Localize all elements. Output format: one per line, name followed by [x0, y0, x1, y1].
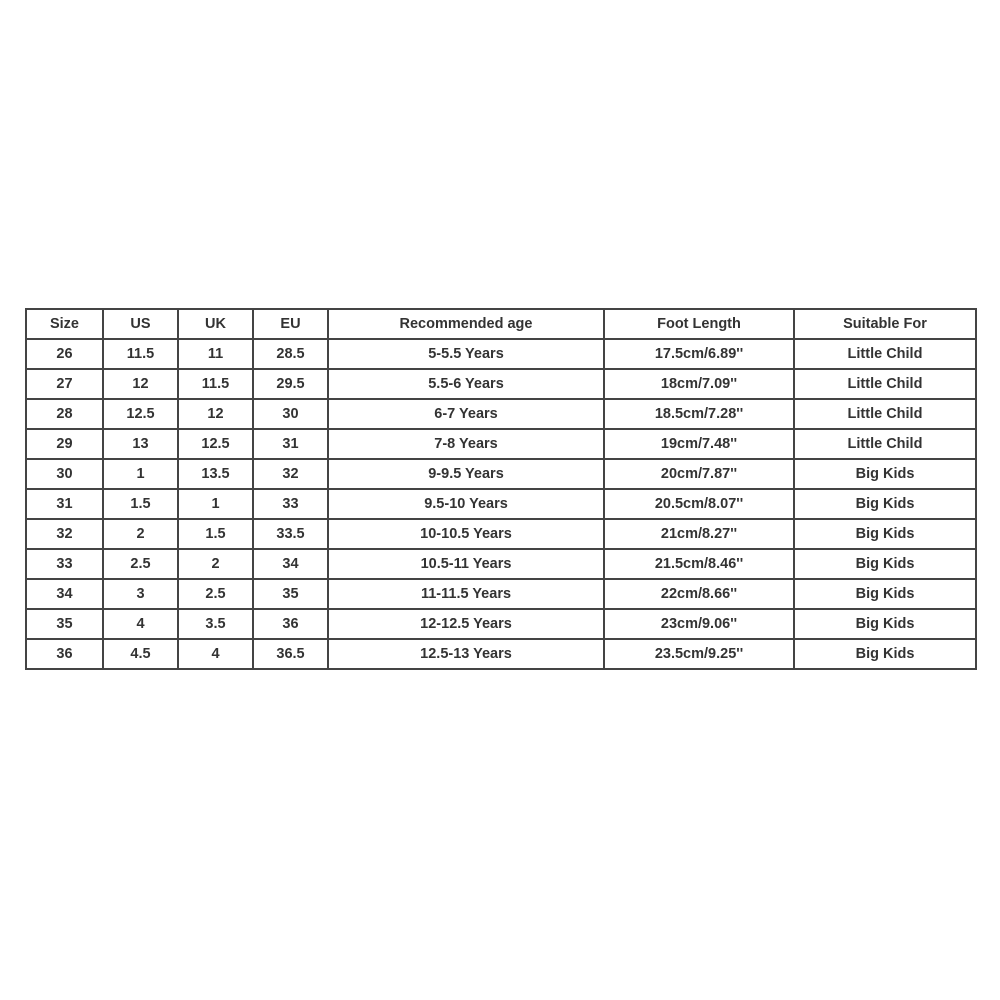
- table-row: [26, 519, 976, 549]
- cell-size: 27: [26, 369, 103, 399]
- cell-eu: 28.5: [253, 339, 328, 369]
- table-row: [26, 429, 976, 459]
- table-row: [26, 639, 976, 669]
- cell-foot-length: 18cm/7.09'': [604, 369, 794, 399]
- cell-us: 11.5: [103, 339, 178, 369]
- cell-recommended-age: 11-11.5 Years: [328, 579, 604, 609]
- cell-foot-length: 18.5cm/7.28'': [604, 399, 794, 429]
- cell-suitable-for: Little Child: [794, 399, 976, 429]
- table-row: [26, 579, 976, 609]
- cell-us: 4: [103, 609, 178, 639]
- cell-suitable-for: Big Kids: [794, 519, 976, 549]
- cell-recommended-age: 5.5-6 Years: [328, 369, 604, 399]
- cell-eu: 36: [253, 609, 328, 639]
- header-eu: EU: [253, 309, 328, 339]
- cell-suitable-for: Little Child: [794, 369, 976, 399]
- cell-recommended-age: 7-8 Years: [328, 429, 604, 459]
- cell-suitable-for: Little Child: [794, 339, 976, 369]
- table-row: [26, 399, 976, 429]
- cell-eu: 33: [253, 489, 328, 519]
- header-suitable-for: Suitable For: [794, 309, 976, 339]
- cell-us: 3: [103, 579, 178, 609]
- cell-foot-length: 23.5cm/9.25'': [604, 639, 794, 669]
- cell-size: 33: [26, 549, 103, 579]
- cell-eu: 35: [253, 579, 328, 609]
- cell-foot-length: 22cm/8.66'': [604, 579, 794, 609]
- table-row: [26, 609, 976, 639]
- cell-eu: 32: [253, 459, 328, 489]
- table-row: [26, 369, 976, 399]
- cell-recommended-age: 12-12.5 Years: [328, 609, 604, 639]
- cell-recommended-age: 6-7 Years: [328, 399, 604, 429]
- table-row: [26, 549, 976, 579]
- cell-foot-length: 21cm/8.27'': [604, 519, 794, 549]
- cell-eu: 30: [253, 399, 328, 429]
- cell-uk: 1.5: [178, 519, 253, 549]
- cell-suitable-for: Big Kids: [794, 609, 976, 639]
- cell-suitable-for: Little Child: [794, 429, 976, 459]
- header-us: US: [103, 309, 178, 339]
- cell-uk: 4: [178, 639, 253, 669]
- cell-uk: 3.5: [178, 609, 253, 639]
- cell-foot-length: 20.5cm/8.07'': [604, 489, 794, 519]
- cell-us: 13: [103, 429, 178, 459]
- cell-recommended-age: 10.5-11 Years: [328, 549, 604, 579]
- cell-recommended-age: 9-9.5 Years: [328, 459, 604, 489]
- cell-size: 26: [26, 339, 103, 369]
- cell-us: 1: [103, 459, 178, 489]
- header-foot-length: Foot Length: [604, 309, 794, 339]
- cell-recommended-age: 12.5-13 Years: [328, 639, 604, 669]
- cell-uk: 12.5: [178, 429, 253, 459]
- header-row: [26, 309, 976, 339]
- cell-us: 2.5: [103, 549, 178, 579]
- cell-uk: 12: [178, 399, 253, 429]
- cell-eu: 29.5: [253, 369, 328, 399]
- cell-us: 2: [103, 519, 178, 549]
- cell-size: 29: [26, 429, 103, 459]
- cell-suitable-for: Big Kids: [794, 459, 976, 489]
- cell-uk: 2.5: [178, 579, 253, 609]
- cell-recommended-age: 9.5-10 Years: [328, 489, 604, 519]
- header-recommended-age: Recommended age: [328, 309, 604, 339]
- cell-foot-length: 20cm/7.87'': [604, 459, 794, 489]
- size-chart-table: [25, 308, 977, 670]
- cell-size: 32: [26, 519, 103, 549]
- cell-size: 28: [26, 399, 103, 429]
- cell-suitable-for: Big Kids: [794, 579, 976, 609]
- cell-size: 34: [26, 579, 103, 609]
- cell-foot-length: 21.5cm/8.46'': [604, 549, 794, 579]
- cell-us: 12.5: [103, 399, 178, 429]
- header-size: Size: [26, 309, 103, 339]
- table-row: [26, 459, 976, 489]
- table-row: [26, 489, 976, 519]
- cell-suitable-for: Big Kids: [794, 549, 976, 579]
- cell-uk: 1: [178, 489, 253, 519]
- cell-eu: 33.5: [253, 519, 328, 549]
- cell-size: 36: [26, 639, 103, 669]
- cell-us: 1.5: [103, 489, 178, 519]
- cell-uk: 11: [178, 339, 253, 369]
- cell-uk: 11.5: [178, 369, 253, 399]
- cell-size: 30: [26, 459, 103, 489]
- cell-uk: 13.5: [178, 459, 253, 489]
- cell-recommended-age: 10-10.5 Years: [328, 519, 604, 549]
- cell-recommended-age: 5-5.5 Years: [328, 339, 604, 369]
- cell-suitable-for: Big Kids: [794, 639, 976, 669]
- cell-uk: 2: [178, 549, 253, 579]
- table-row: [26, 339, 976, 369]
- cell-size: 31: [26, 489, 103, 519]
- cell-us: 4.5: [103, 639, 178, 669]
- cell-suitable-for: Big Kids: [794, 489, 976, 519]
- cell-eu: 31: [253, 429, 328, 459]
- header-uk: UK: [178, 309, 253, 339]
- cell-eu: 34: [253, 549, 328, 579]
- cell-eu: 36.5: [253, 639, 328, 669]
- cell-foot-length: 19cm/7.48'': [604, 429, 794, 459]
- cell-us: 12: [103, 369, 178, 399]
- cell-size: 35: [26, 609, 103, 639]
- cell-foot-length: 23cm/9.06'': [604, 609, 794, 639]
- cell-foot-length: 17.5cm/6.89'': [604, 339, 794, 369]
